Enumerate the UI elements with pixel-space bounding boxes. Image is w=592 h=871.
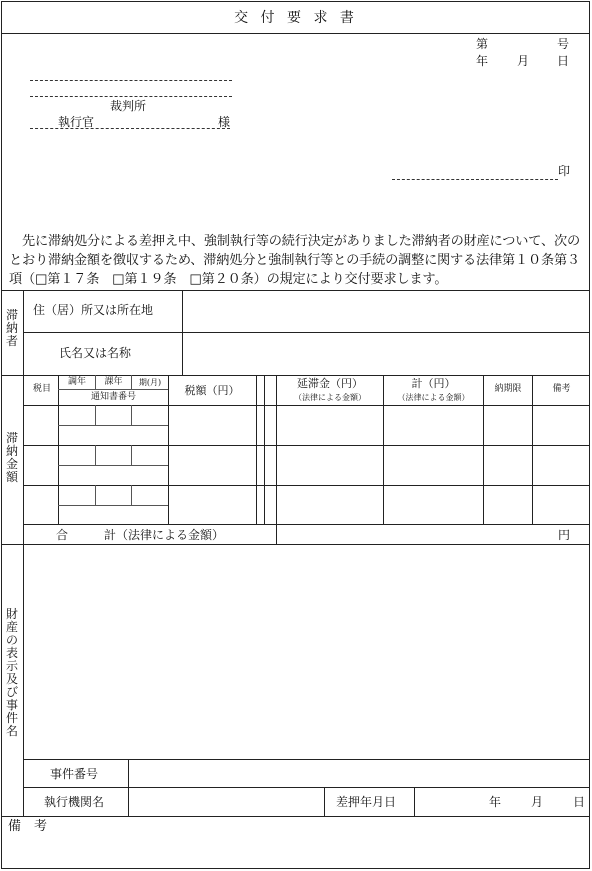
amount-row[interactable]	[24, 486, 590, 524]
amount-row[interactable]	[24, 406, 590, 445]
col-tax-item: 税目	[32, 384, 51, 394]
col-period: 期(月)	[138, 378, 162, 387]
number-suffix: 号	[557, 37, 570, 51]
seizure-date-field[interactable]	[415, 788, 590, 816]
date-year: 年	[476, 54, 489, 68]
col-total-note: （法律による金額）	[397, 393, 470, 402]
address-label: 住（居）所又は所在地	[33, 303, 154, 317]
sender-line[interactable]	[392, 179, 558, 180]
body-paragraph: 先に滞納処分による差押え中、強制執行等の続行決定がありました滞納者の財産について、次のとおり滞納金額を徴収するため、滞納処分と強制執行等との手続の調整に関する法律第１０条第３項（□第１７条 □第１９条 □第２０条）の規定により交付要求します。	[9, 234, 580, 287]
name-label: 氏名又は名称	[59, 346, 132, 360]
name-field[interactable]	[183, 333, 589, 374]
seizure-date-day: 日	[573, 795, 586, 809]
agency-label: 執行機関名	[44, 795, 105, 809]
sum-unit: 円	[558, 528, 571, 542]
honorific-label: 様	[218, 115, 231, 129]
property-field[interactable]	[24, 545, 590, 759]
case-no-field[interactable]	[129, 760, 590, 787]
col-due: 納期限	[494, 384, 522, 394]
agency-field[interactable]	[129, 788, 323, 816]
remarks-field[interactable]	[2, 836, 589, 868]
officer-label: 執行官	[58, 115, 95, 129]
col-tax-amount: 税額（円）	[184, 384, 240, 397]
form-title: 交 付 要 求 書	[234, 10, 358, 26]
court-label: 裁判所	[110, 99, 147, 113]
case-no-label: 事件番号	[50, 767, 99, 781]
col-adjust-year: 調年	[67, 377, 86, 387]
sum-label: 合 計（法律による金額）	[56, 528, 225, 542]
property-section-label: 財産の表示及び事件名	[5, 607, 18, 738]
officer-name-line[interactable]	[30, 128, 230, 129]
seizure-date-month: 月	[531, 795, 544, 809]
amount-section-label: 滞納金額	[5, 431, 18, 484]
title-divider	[1, 33, 590, 34]
col-notice-no: 通知書番号	[90, 392, 136, 402]
amount-row[interactable]	[24, 446, 590, 485]
col-total: 計（円）	[411, 377, 456, 390]
seal-label: 印	[558, 164, 571, 178]
col-remarks: 備考	[552, 384, 571, 394]
sum-field[interactable]	[277, 525, 553, 544]
col-late-fee: 延滞金（円）	[297, 377, 363, 390]
address-field[interactable]	[183, 291, 589, 332]
remarks-label: 備 考	[8, 819, 48, 834]
addressee-line-1[interactable]	[30, 80, 232, 81]
seizure-date-label: 差押年月日	[336, 795, 397, 809]
number-prefix: 第	[476, 37, 489, 51]
col-late-fee-note: （法律による金額）	[294, 393, 366, 402]
addressee-line-2[interactable]	[30, 96, 232, 97]
seizure-date-year: 年	[489, 795, 502, 809]
date-month: 月	[517, 54, 530, 68]
date-day: 日	[557, 54, 570, 68]
delinquent-section-label: 滞納者	[5, 308, 18, 348]
col-tax-year: 課年	[104, 377, 123, 387]
